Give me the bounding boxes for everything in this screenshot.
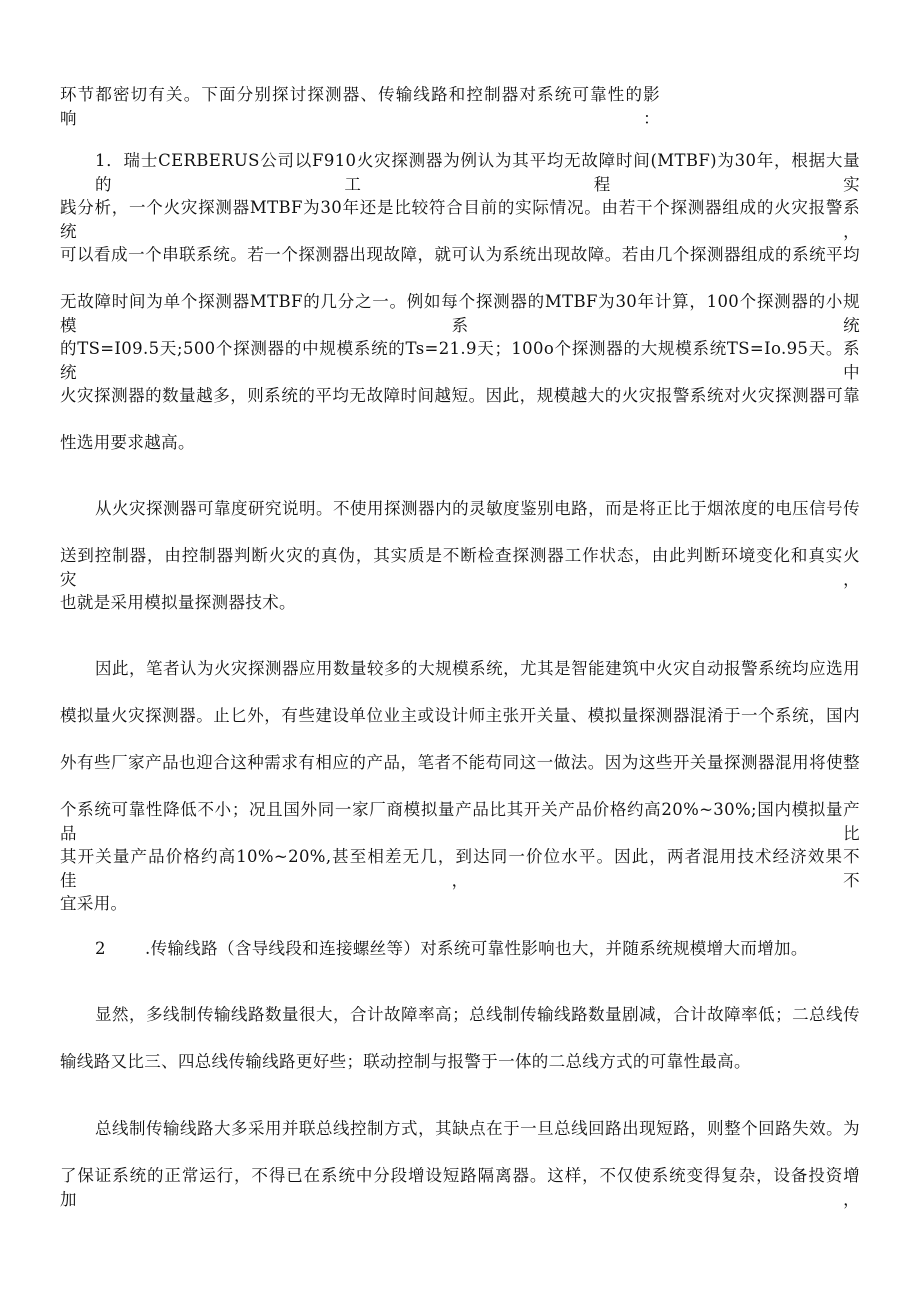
text-line: 外有些厂家产品也迎合这种需求有相应的产品，笔者不能苟同这一做法。因为这些开关量探测器混用将使整: [60, 753, 860, 772]
text-line: 火灾探测器的数量越多，则系统的平均无故障时间越短。因此，规模越大的火灾报警系统对火灾探测器可靠: [60, 386, 860, 405]
text-line: 可以看成一个串联系统。若一个探测器出现故障，就可认为系统出现故障。若由几个探测器组成的系统平均: [60, 245, 860, 264]
text-line: 显然，多线制传输线路数量很大，合计故障率高；总线制传输线路数量剧减，合计故障率低；二总线传: [95, 1005, 860, 1024]
text-line: 输线路又比三、四总线传输线路更好些；联动控制与报警于一体的二总线方式的可靠性最高。: [60, 1052, 751, 1071]
text-line: 了保证系统的正常运行，不得已在系统中分段增设短路隔离器。这样，不仅使系统变得复杂，设备投资增加，: [60, 1166, 860, 1209]
text-line: 送到控制器，由控制器判断火灾的真伪，其实质是不断检查探测器工作状态，由此判断环境变化和真实火灾，: [60, 546, 860, 589]
text-line: 无故障时间为单个探测器MTBF的几分之一。例如每个探测器的MTBF为30年计算，100个探测器的小规模系统: [60, 292, 860, 335]
text-line: 践分析，一个火灾探测器MTBF为30年还是比较符合目前的实际情况。由若干个探测器组成的火灾报警系统，: [60, 198, 860, 241]
text-line: 的TS=I09.5天;500个探测器的中规模系统的Ts=21.9天；100o个探测器的大规模系统TS=Io.95天。系统中: [60, 339, 860, 382]
text-line: 1．瑞士CERBERUS公司以F910火灾探测器为例认为其平均无故障时间(MTBF)为30年，根据大量的工程实: [95, 151, 860, 194]
text-line: 性选用要求越高。: [60, 433, 195, 452]
text-line: 因此，笔者认为火灾探测器应用数量较多的大规模系统，尤其是智能建筑中火灾自动报警系统均应选用: [95, 659, 860, 678]
text-line: 从火灾探测器可靠度研究说明。不使用探测器内的灵敏度鉴别电路，而是将正比于烟浓度的电压信号传: [95, 499, 860, 518]
text-line: 总线制传输线路大多采用并联总线控制方式，其缺点在于一旦总线回路出现短路，则整个回路失效。为: [95, 1119, 860, 1138]
text-line: 其开关量产品价格约高10%~20%,甚至相差无几，到达同一价位水平。因此，两者混用技术经济效果不佳，不: [60, 847, 860, 890]
text-line: 2 .传输线路（含导线段和连接螺丝等）对系统可靠性影响也大，并随系统规模增大而增加。: [95, 939, 808, 958]
text-line: 个系统可靠性降低不小；况且国外同一家厂商模拟量产品比其开关产品价格约高20%~30%;国内模拟量产品比: [60, 800, 860, 843]
text-line: 宜采用。: [60, 894, 128, 913]
text-line: 也就是采用模拟量探测器技术。: [60, 593, 296, 612]
text-line: 环节都密切有关。下面分别探讨探测器、传输线路和控制器对系统可靠性的影响：: [60, 85, 660, 128]
text-line: 模拟量火灾探测器。止匕外，有些建设单位业主或设计师主张开关量、模拟量探测器混淆于一个系统，国内: [60, 706, 860, 725]
